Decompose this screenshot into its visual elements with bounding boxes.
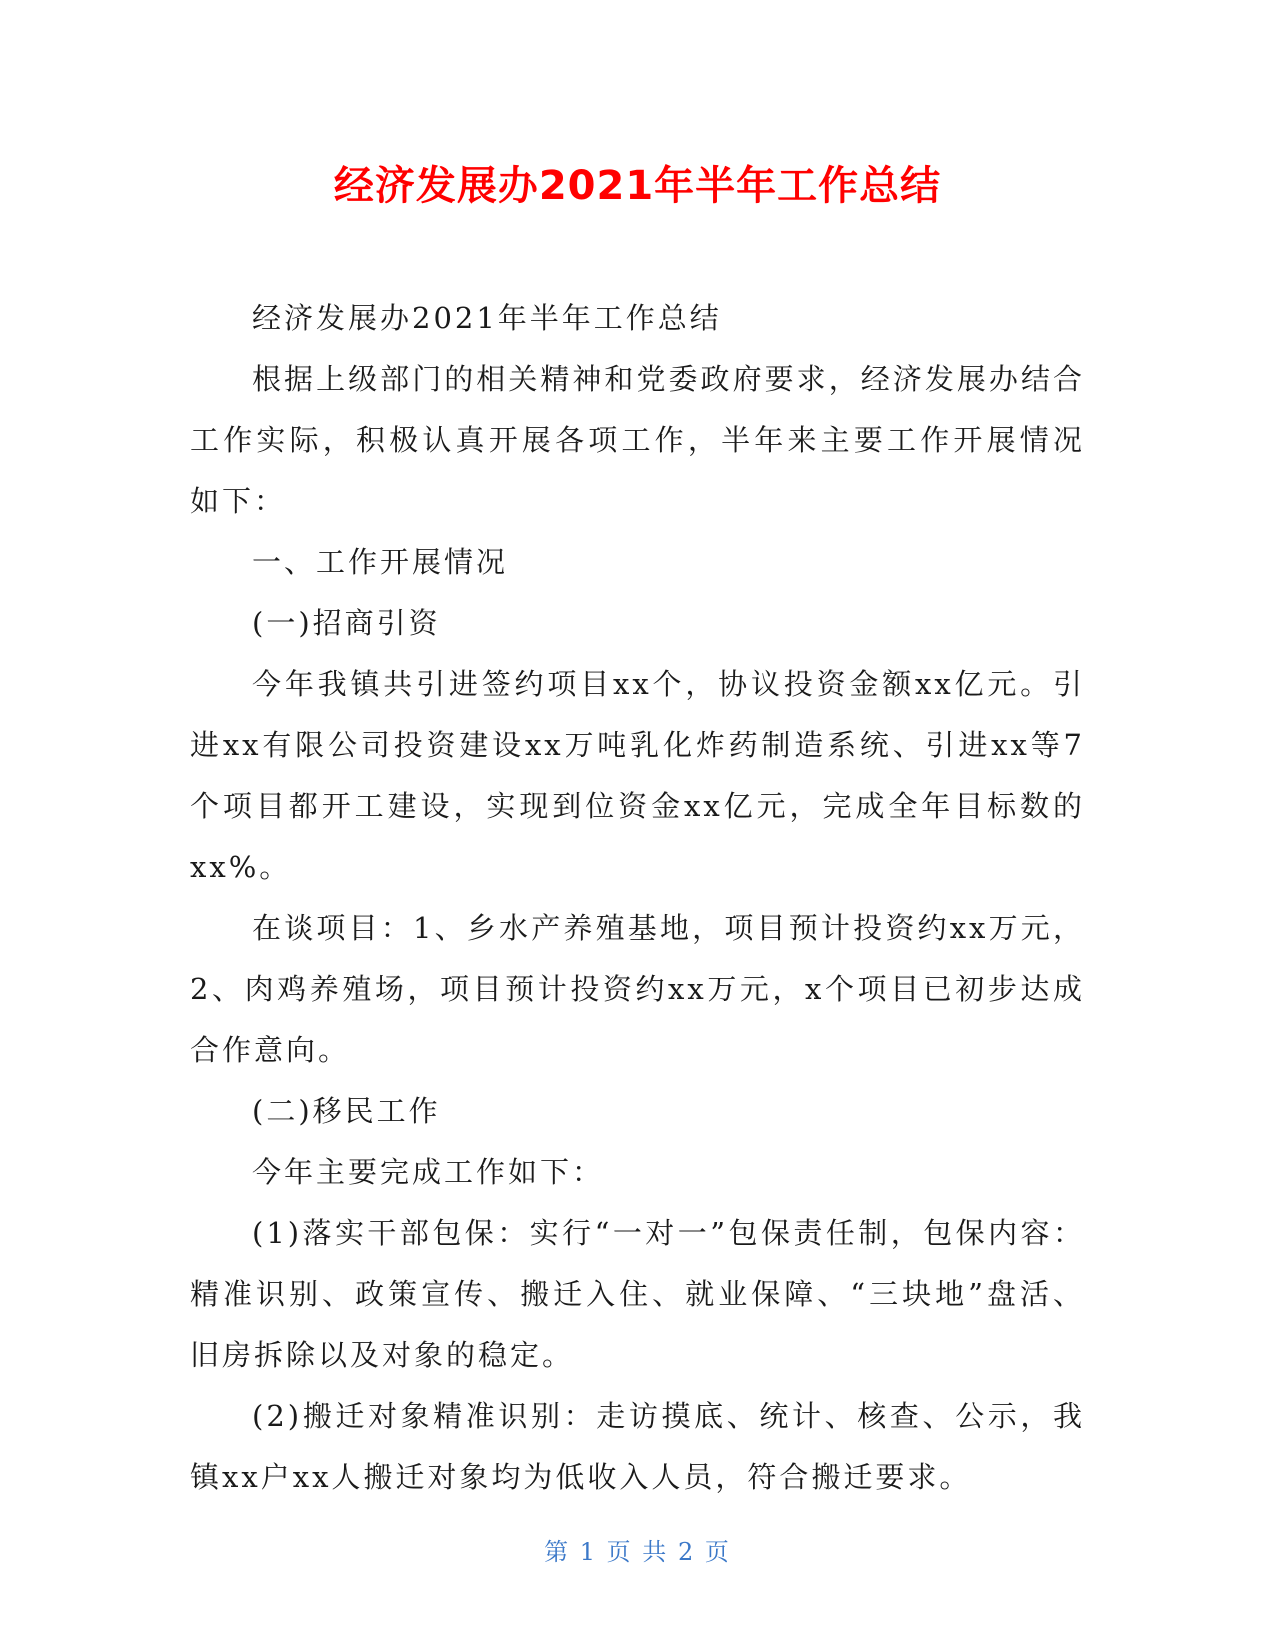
paragraph-intro: 根据上级部门的相关精神和党委政府要求，经济发展办结合工作实际，积极认真开展各项工作，半年来主要工作开展情况如下： xyxy=(190,362,1085,518)
paragraph-heading-repeat: 经济发展办2021年半年工作总结 xyxy=(252,301,722,335)
document-body xyxy=(190,288,1085,1508)
page-number-footer: 第 1 页 共 2 页 xyxy=(544,1538,731,1566)
paragraph-cadre-responsibility: (1)落实干部包保：实行“一对一”包保责任制，包保内容：精准识别、政策宣传、搬迁入住、就业保障、“三块地”盘活、旧房拆除以及对象的稳定。 xyxy=(190,1216,1085,1372)
paragraph-relocation-intro: 今年主要完成工作如下： xyxy=(252,1155,605,1189)
paragraph-investment-projects: 今年我镇共引进签约项目xx个，协议投资金额xx亿元。引进xx有限公司投资建设xx万吨乳化炸药制造系统、引进xx等7个项目都开工建设，实现到位资金xx亿元，完成全年目标数的xx%。 xyxy=(190,667,1085,884)
subsection-heading-investment: (一)招商引资 xyxy=(252,606,441,640)
subsection-heading-relocation: (二)移民工作 xyxy=(252,1094,441,1128)
paragraph-projects-in-talks: 在谈项目：1、乡水产养殖基地，项目预计投资约xx万元，2、肉鸡养殖场，项目预计投资约xx万元，x个项目已初步达成合作意向。 xyxy=(190,911,1085,1067)
document-title: 经济发展办2021年半年工作总结 xyxy=(333,163,942,209)
paragraph-target-identification: (2)搬迁对象精准识别：走访摸底、统计、核查、公示，我镇xx户xx人搬迁对象均为低收入人员，符合搬迁要求。 xyxy=(190,1399,1085,1494)
section-heading-work-status: 一、工作开展情况 xyxy=(252,545,509,579)
